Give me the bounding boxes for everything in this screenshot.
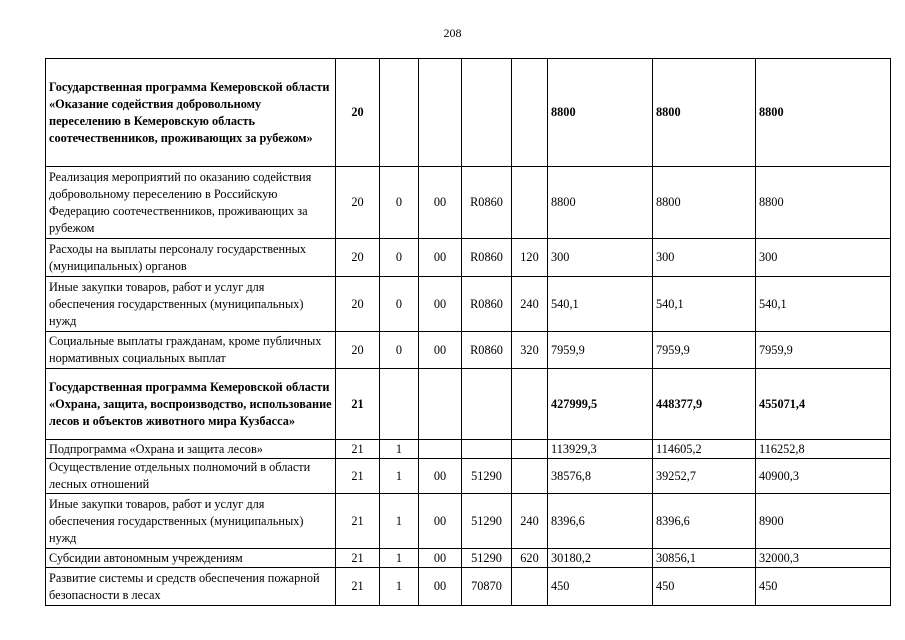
amount-year2-cell: 114605,2 bbox=[653, 440, 756, 459]
subprogram-code-cell: 0 bbox=[380, 332, 419, 369]
target-code-cell: R0860 bbox=[462, 167, 512, 239]
amount-year1-cell: 427999,5 bbox=[548, 369, 653, 440]
amount-year3-cell: 8900 bbox=[756, 494, 891, 549]
amount-year2-cell: 8396,6 bbox=[653, 494, 756, 549]
target-code-cell bbox=[462, 440, 512, 459]
table-row bbox=[46, 369, 891, 440]
amount-year1-cell: 38576,8 bbox=[548, 459, 653, 494]
amount-year3-cell: 32000,3 bbox=[756, 549, 891, 568]
expense-type-cell bbox=[512, 167, 548, 239]
row-name-cell: Социальные выплаты гражданам, кроме публичных нормативных социальных выплат bbox=[46, 332, 336, 369]
table-row bbox=[46, 459, 891, 494]
row-name-cell: Развитие системы и средств обеспечения пожарной безопасности в лесах bbox=[46, 568, 336, 606]
program-code-cell: 20 bbox=[336, 239, 380, 277]
expense-type-cell bbox=[512, 59, 548, 167]
program-code-cell: 21 bbox=[336, 459, 380, 494]
amount-year1-cell: 300 bbox=[548, 239, 653, 277]
target-code-cell: 51290 bbox=[462, 459, 512, 494]
amount-year1-cell: 8396,6 bbox=[548, 494, 653, 549]
budget-table bbox=[45, 58, 891, 606]
expense-type-cell: 240 bbox=[512, 277, 548, 332]
amount-year3-cell: 300 bbox=[756, 239, 891, 277]
row-name-cell: Расходы на выплаты персоналу государственных (муниципальных) органов bbox=[46, 239, 336, 277]
table-row bbox=[46, 332, 891, 369]
group-code-cell: 00 bbox=[419, 332, 462, 369]
group-code-cell: 00 bbox=[419, 568, 462, 606]
subprogram-code-cell: 1 bbox=[380, 549, 419, 568]
expense-type-cell: 120 bbox=[512, 239, 548, 277]
row-name-cell: Государственная программа Кемеровской области «Охрана, защита, воспроизводство, использование лесов и объектов животного мира Кузбасса» bbox=[46, 369, 336, 440]
subprogram-code-cell: 1 bbox=[380, 440, 419, 459]
amount-year2-cell: 540,1 bbox=[653, 277, 756, 332]
table-body bbox=[46, 59, 891, 606]
amount-year2-cell: 300 bbox=[653, 239, 756, 277]
expense-type-cell: 240 bbox=[512, 494, 548, 549]
group-code-cell: 00 bbox=[419, 167, 462, 239]
target-code-cell: R0860 bbox=[462, 239, 512, 277]
amount-year1-cell: 113929,3 bbox=[548, 440, 653, 459]
subprogram-code-cell bbox=[380, 369, 419, 440]
table-row bbox=[46, 549, 891, 568]
target-code-cell bbox=[462, 369, 512, 440]
expense-type-cell: 620 bbox=[512, 549, 548, 568]
expense-type-cell bbox=[512, 440, 548, 459]
target-code-cell bbox=[462, 59, 512, 167]
group-code-cell bbox=[419, 369, 462, 440]
target-code-cell: 51290 bbox=[462, 494, 512, 549]
subprogram-code-cell bbox=[380, 59, 419, 167]
table-row bbox=[46, 59, 891, 167]
amount-year3-cell: 7959,9 bbox=[756, 332, 891, 369]
amount-year1-cell: 7959,9 bbox=[548, 332, 653, 369]
table-row bbox=[46, 239, 891, 277]
amount-year2-cell: 8800 bbox=[653, 59, 756, 167]
group-code-cell: 00 bbox=[419, 549, 462, 568]
row-name-cell: Субсидии автономным учреждениям bbox=[46, 549, 336, 568]
amount-year2-cell: 30856,1 bbox=[653, 549, 756, 568]
target-code-cell: 70870 bbox=[462, 568, 512, 606]
group-code-cell bbox=[419, 59, 462, 167]
group-code-cell bbox=[419, 440, 462, 459]
table-row bbox=[46, 167, 891, 239]
subprogram-code-cell: 0 bbox=[380, 239, 419, 277]
row-name-cell: Иные закупки товаров, работ и услуг для обеспечения государственных (муниципальных) нужд bbox=[46, 277, 336, 332]
amount-year3-cell: 8800 bbox=[756, 167, 891, 239]
table-row bbox=[46, 568, 891, 606]
amount-year2-cell: 39252,7 bbox=[653, 459, 756, 494]
program-code-cell: 21 bbox=[336, 494, 380, 549]
row-name-cell: Государственная программа Кемеровской области «Оказание содействия добровольному переселению в Кемеровскую область соотечественников, проживающих за рубежом» bbox=[46, 59, 336, 167]
program-code-cell: 21 bbox=[336, 369, 380, 440]
expense-type-cell: 320 bbox=[512, 332, 548, 369]
expense-type-cell bbox=[512, 568, 548, 606]
amount-year3-cell: 8800 bbox=[756, 59, 891, 167]
amount-year3-cell: 540,1 bbox=[756, 277, 891, 332]
subprogram-code-cell: 1 bbox=[380, 459, 419, 494]
row-name-cell: Осуществление отдельных полномочий в области лесных отношений bbox=[46, 459, 336, 494]
table-row bbox=[46, 440, 891, 459]
expense-type-cell bbox=[512, 369, 548, 440]
expense-type-cell bbox=[512, 459, 548, 494]
amount-year3-cell: 40900,3 bbox=[756, 459, 891, 494]
group-code-cell: 00 bbox=[419, 459, 462, 494]
amount-year1-cell: 8800 bbox=[548, 167, 653, 239]
amount-year1-cell: 30180,2 bbox=[548, 549, 653, 568]
program-code-cell: 21 bbox=[336, 549, 380, 568]
amount-year2-cell: 450 bbox=[653, 568, 756, 606]
row-name-cell: Подпрограмма «Охрана и защита лесов» bbox=[46, 440, 336, 459]
amount-year3-cell: 455071,4 bbox=[756, 369, 891, 440]
amount-year3-cell: 450 bbox=[756, 568, 891, 606]
program-code-cell: 20 bbox=[336, 332, 380, 369]
table-row bbox=[46, 277, 891, 332]
group-code-cell: 00 bbox=[419, 239, 462, 277]
amount-year1-cell: 540,1 bbox=[548, 277, 653, 332]
target-code-cell: R0860 bbox=[462, 277, 512, 332]
program-code-cell: 20 bbox=[336, 59, 380, 167]
program-code-cell: 20 bbox=[336, 277, 380, 332]
row-name-cell: Реализация мероприятий по оказанию содействия добровольному переселению в Российскую Федерацию соотечественников, проживающих за рубежом bbox=[46, 167, 336, 239]
amount-year2-cell: 448377,9 bbox=[653, 369, 756, 440]
page-number: 208 bbox=[443, 26, 462, 40]
subprogram-code-cell: 1 bbox=[380, 494, 419, 549]
amount-year1-cell: 8800 bbox=[548, 59, 653, 167]
target-code-cell: 51290 bbox=[462, 549, 512, 568]
amount-year2-cell: 7959,9 bbox=[653, 332, 756, 369]
program-code-cell: 20 bbox=[336, 167, 380, 239]
program-code-cell: 21 bbox=[336, 440, 380, 459]
subprogram-code-cell: 0 bbox=[380, 277, 419, 332]
group-code-cell: 00 bbox=[419, 277, 462, 332]
row-name-cell: Иные закупки товаров, работ и услуг для обеспечения государственных (муниципальных) нужд bbox=[46, 494, 336, 549]
table-row bbox=[46, 494, 891, 549]
group-code-cell: 00 bbox=[419, 494, 462, 549]
amount-year1-cell: 450 bbox=[548, 568, 653, 606]
amount-year3-cell: 116252,8 bbox=[756, 440, 891, 459]
amount-year2-cell: 8800 bbox=[653, 167, 756, 239]
subprogram-code-cell: 0 bbox=[380, 167, 419, 239]
subprogram-code-cell: 1 bbox=[380, 568, 419, 606]
target-code-cell: R0860 bbox=[462, 332, 512, 369]
program-code-cell: 21 bbox=[336, 568, 380, 606]
